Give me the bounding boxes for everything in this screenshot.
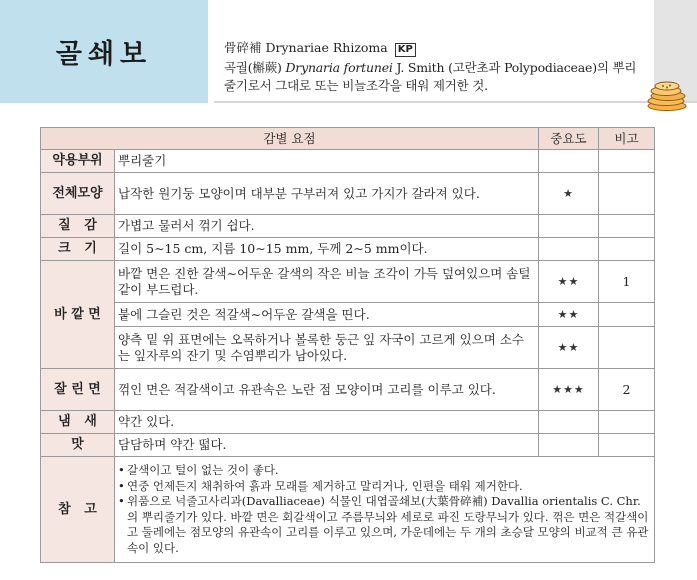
row-label: 크 기 [41,238,115,261]
reference-item: • 연중 언제든지 채취하여 흙과 모래를 제거하고 말리거나, 인편을 태워 제거한다. [118,479,651,495]
row-label: 냄 새 [41,411,115,434]
row-importance [539,215,599,238]
header-divider [214,101,697,103]
row-text: 납작한 원기둥 모양이며 대부분 구부러져 있고 가지가 갈라져 있다. [115,173,539,215]
herb-hanja: 骨碎補 [224,40,262,55]
reference-list [118,463,651,556]
row-note [599,303,655,327]
row-label: 바 깥 면 [41,261,115,369]
row-note [599,150,655,173]
herb-name-line [224,40,416,57]
row-label: 약용부위 [41,150,115,173]
row-label: 전체모양 [41,173,115,215]
desc-suffix: J. Smith (고란초과 Polypodiaceae)의 뿌리 [392,60,637,75]
table-row [41,173,655,215]
table-header-row [41,128,655,150]
row-importance: ★★★ [539,369,599,411]
reference-label: 참 고 [41,457,115,563]
reference-item: • 갈색이고 털이 없는 것이 좋다. [118,463,651,479]
row-importance: ★ [539,173,599,215]
row-note: 1 [599,261,655,303]
row-text: 담담하며 약간 떫다. [115,434,539,457]
row-text: 양측 밑 위 표면에는 오목하거나 볼록한 둥근 잎 자국이 고르게 있으며 소수는 잎자루의 잔기 및 수염뿌리가 남아있다. [115,327,539,369]
header-main: 감별 요점 [41,128,539,150]
table-row [41,150,655,173]
row-note: 2 [599,369,655,411]
species-name: Drynaria fortunei [285,60,393,75]
row-note [599,238,655,261]
stacked-herb-slices-icon [645,78,689,112]
row-note [599,411,655,434]
header-note: 비고 [599,128,655,150]
row-text: 꺾인 면은 적갈색이고 유관속은 노란 점 모양이며 고리를 이루고 있다. [115,369,539,411]
kp-badge: KP [395,43,416,57]
table-row [41,434,655,457]
reference-item: • 위품으로 넉줄고사리과(Davalliaceae) 식물인 대엽골쇄보(大葉骨碎補) Davallia orientalis C. Chr.의 뿌리줄기가 있다. 바깥 면은 회갈색이고 주름무늬와 세로로 파진 도랑무늬가 있다. 꺾은 면은 적갈색이고 둘레에는 점모양의 유관속이 고리를 이루고 있으며, 가운데에는 두 개의 초승달 모양의 비교적 큰 유관속이 있다. [118,494,651,556]
table-row [41,215,655,238]
row-text: 길이 5∼15 cm, 지름 10∼15 mm, 두께 2∼5 mm이다. [115,238,539,261]
row-text: 가볍고 물러서 꺾기 쉽다. [115,215,539,238]
description-line-1 [224,60,636,76]
header-importance: 중요도 [539,128,599,150]
reference-cell [115,457,655,563]
row-importance: ★★ [539,327,599,369]
desc-prefix: 곡궐(槲蕨) [224,60,286,75]
herb-title: 골쇄보 [55,39,153,70]
table-row [41,238,655,261]
row-note [599,215,655,238]
identification-table [40,127,655,563]
row-label: 질 감 [41,215,115,238]
table-row [41,411,655,434]
herb-latin-name: Drynariae Rhizoma [265,40,388,55]
reference-row [41,457,655,563]
row-note [599,327,655,369]
row-importance [539,411,599,434]
row-importance: ★★ [539,303,599,327]
row-text: 뿌리줄기 [115,150,539,173]
row-importance [539,150,599,173]
row-importance: ★★ [539,261,599,303]
row-note [599,173,655,215]
row-text: 바깥 면은 진한 갈색∼어두운 갈색의 작은 비늘 조각이 가득 덮여있으며 솜털같이 부드럽다. [115,261,539,303]
row-importance [539,434,599,457]
table-row [41,327,655,369]
row-label: 잘 린 면 [41,369,115,411]
row-text: 약간 있다. [115,411,539,434]
description-line-2: 줄기로서 그대로 또는 비늘조각을 태워 제거한 것. [224,78,488,93]
table-row [41,369,655,411]
row-label: 맛 [41,434,115,457]
row-text: 붙에 그슬린 것은 적갈색∼어두운 갈색을 띤다. [115,303,539,327]
row-importance [539,238,599,261]
title-box [0,0,208,103]
table-row [41,303,655,327]
table-row [41,261,655,303]
row-note [599,434,655,457]
